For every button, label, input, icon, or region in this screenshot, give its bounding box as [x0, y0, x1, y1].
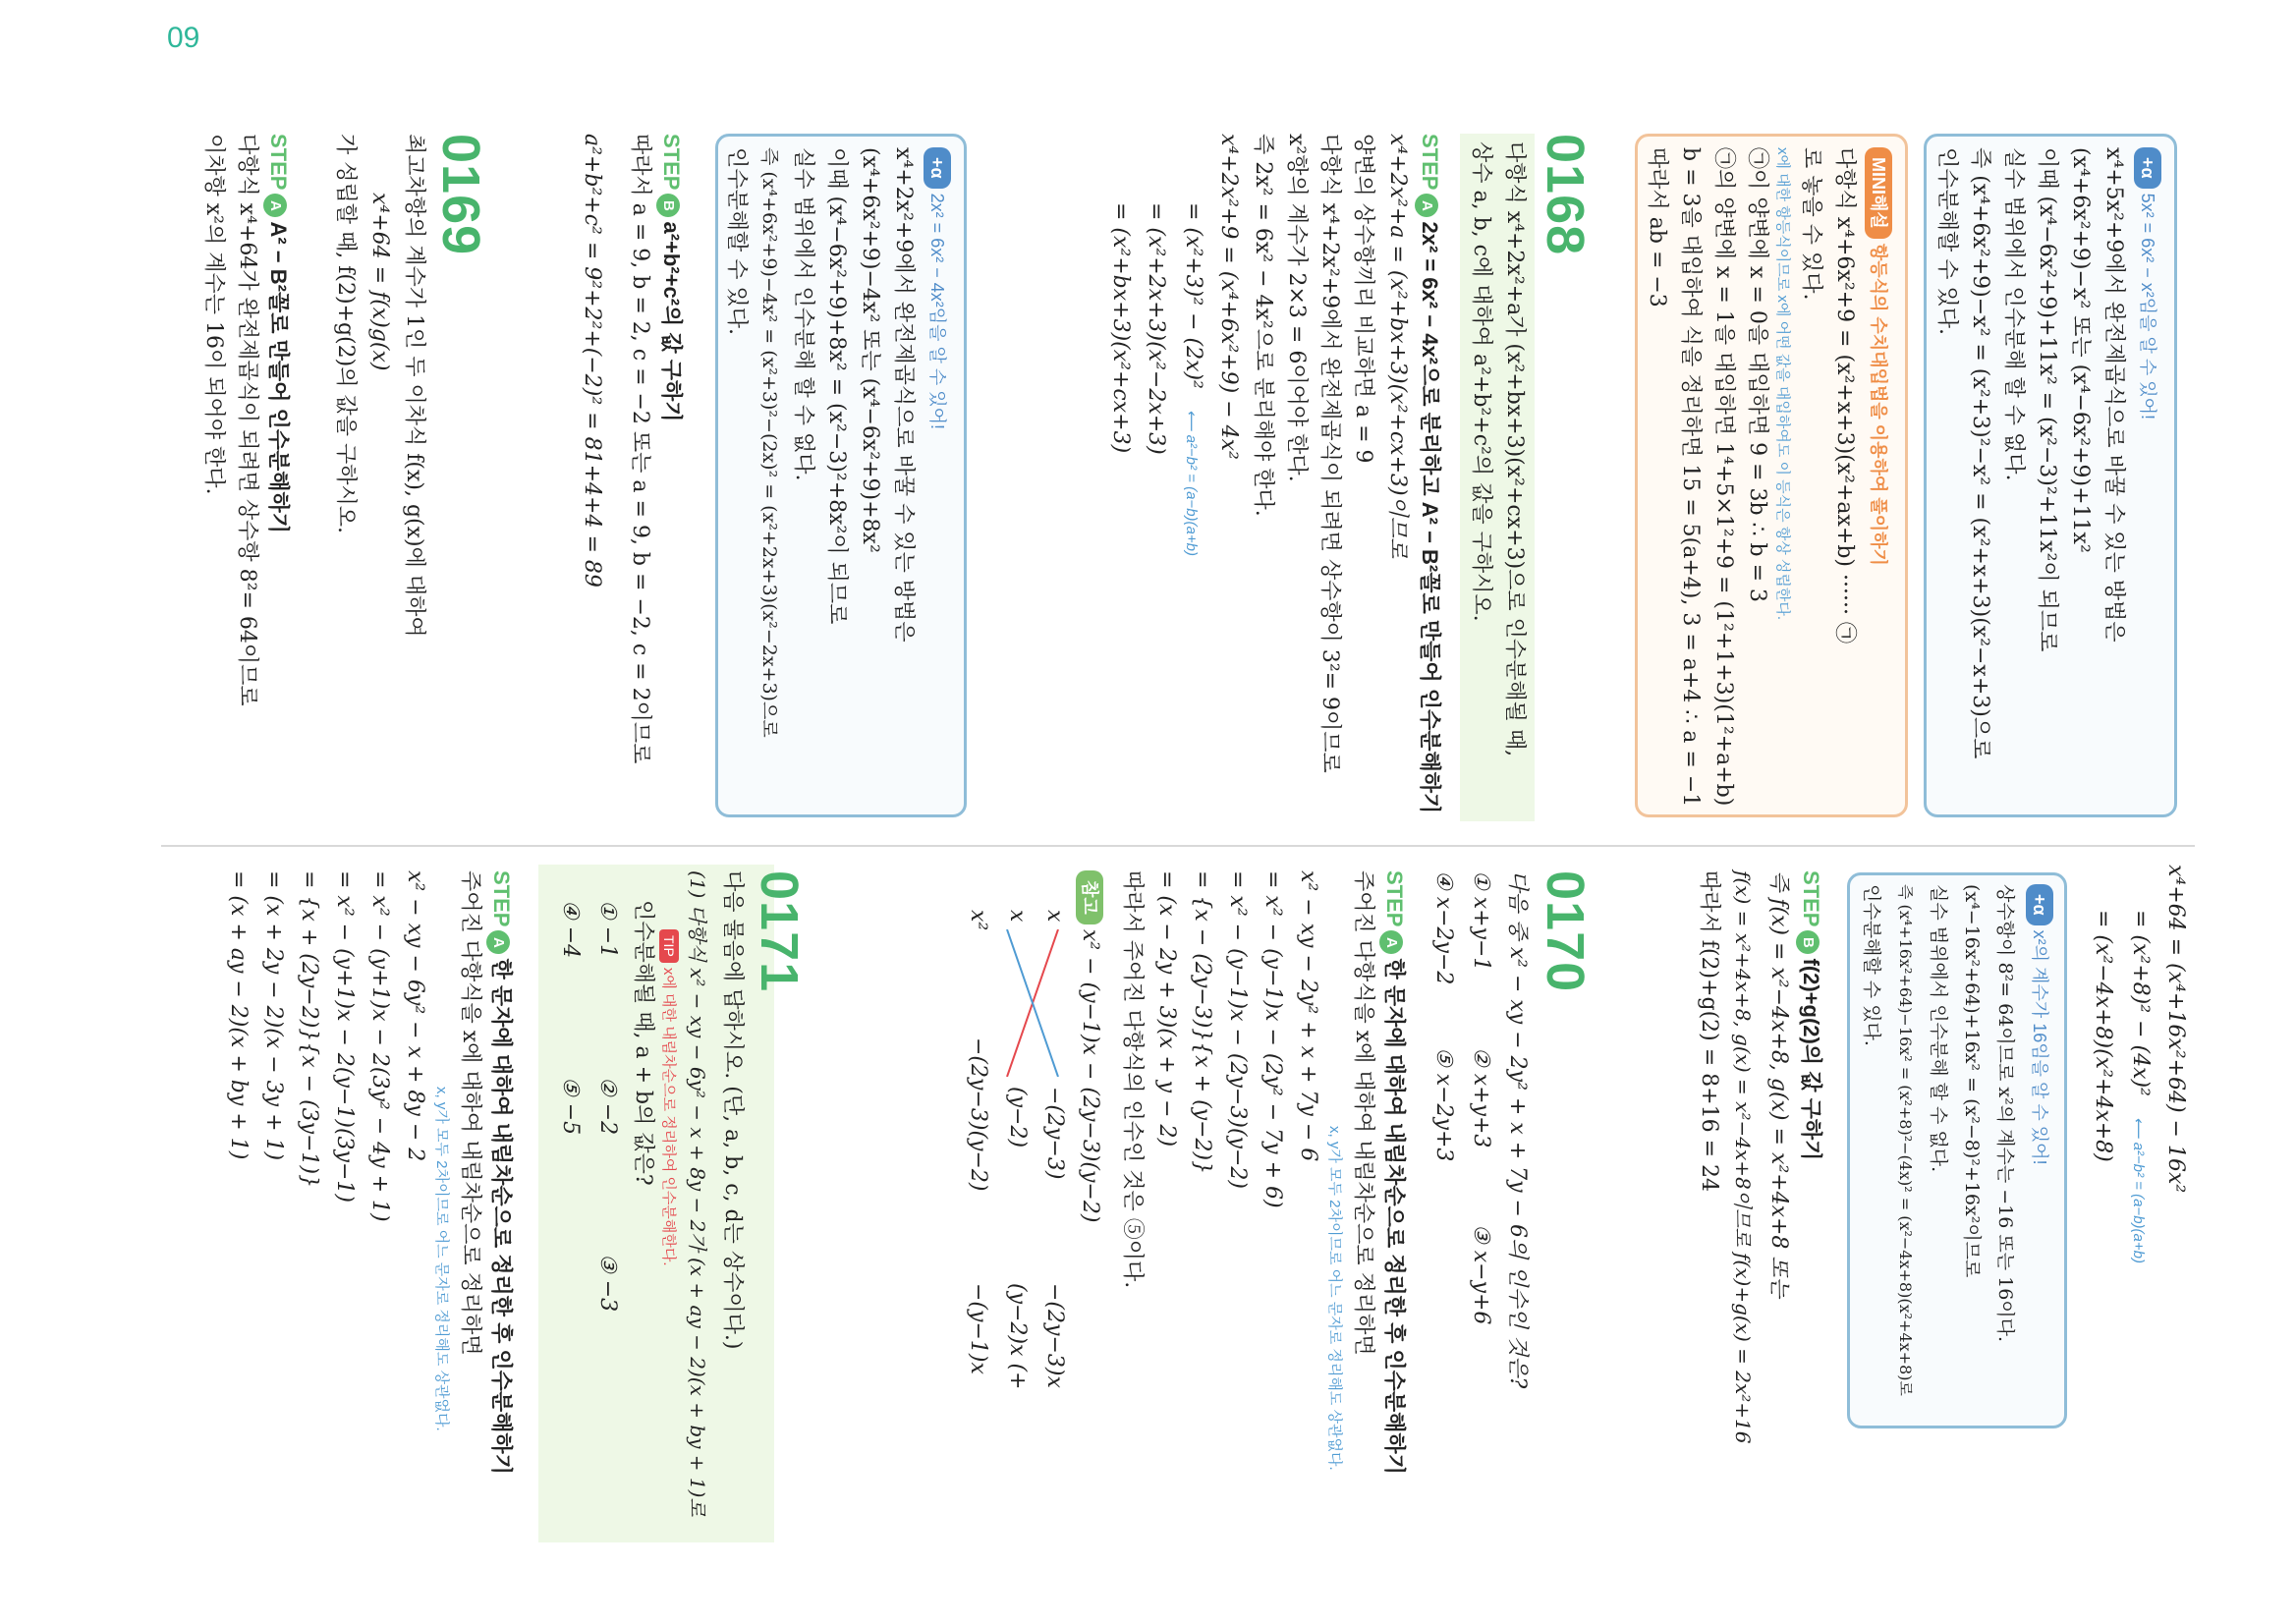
choice-4[interactable]: ④ −4 — [558, 900, 583, 959]
choice-1[interactable]: ① −1 — [595, 900, 620, 959]
solution-line: 다항식 x⁴+64가 완전제곱식이 되려면 상수항 8²= 64이므로 — [235, 134, 259, 706]
solution-line: = x² − (y+1)x − 2(y−1)(3y−1) — [332, 870, 357, 1203]
cross-lines — [1001, 929, 1066, 1077]
page-number: 09 — [167, 22, 200, 54]
alpha-badge: +α — [2026, 884, 2053, 925]
solution-line: 따라서 주어진 다항식의 인수인 것은 ⑤이다. — [1120, 870, 1145, 1289]
mini-note: x에 대한 항등식이므로 x에 어떤 값을 대입하여도 이 등식은 항상 성립한다. — [1774, 147, 1791, 621]
problem-number: 0168 — [1536, 134, 1595, 256]
solution-line: 따라서 f(2)+g(2) = 8+16 = 24 — [1697, 870, 1721, 1192]
alpha-line: (x⁴+6x²+9)−x² 또는 (x⁴−6x²+9)+11x² — [2068, 147, 2093, 553]
solution-line: = (x²+bx+3)(x²+cx+3) — [1108, 202, 1133, 454]
alpha-line: 이때 (x⁴−6x²+9)+8x² = (x²−3)²+8x²이 되므로 — [824, 147, 849, 625]
problem-0170 — [954, 870, 1596, 1597]
tip-text: x에 대한 내림차순으로 정리하여 인수분해한다. — [660, 967, 677, 1266]
alpha-line: 즉 (x⁴+6x²+9)−x² = (x²+3)²−x² = (x²+x+3)(x²−x+3)으로 — [1968, 147, 1992, 759]
solution-line: = (x + ay − 2)(x + by + 1) — [226, 870, 251, 1160]
alpha-line: (x⁴−16x²+64)+16x² = (x²−8)²+16x²이므로 — [1961, 884, 1983, 1278]
cross-sum-r: −(y−1)x — [966, 1283, 990, 1374]
problem-number: 0171 — [750, 870, 809, 993]
solution-line: = (x²+8)² − (4x)² ⟵ a²−b² = (a−b)(a+b) — [2128, 910, 2153, 1263]
alpha-line: 인수분해할 수 있다. — [1861, 884, 1882, 1046]
choice-2[interactable]: ② x+y+3 — [1469, 1047, 1493, 1148]
alpha-badge: +α — [924, 147, 951, 189]
solution-line: 주어진 다항식을 x에 대하여 내림차순으로 정리하면 — [1351, 870, 1375, 1356]
step-a-heading: STEPA2x² = 6x² − 4x²으로 분리하고 A² − B²꼴로 만들어 인수분해하기 — [1415, 134, 1446, 821]
step-b-0169 — [1692, 870, 1827, 1597]
mini-line: ㉠의 양변에 x = 1을 대입하면 1⁴+5×1²+9 = (1²+1+3)(1²+a+b) — [1711, 147, 1736, 807]
tip-badge: TIP — [659, 929, 679, 963]
solution-line: x⁴+2x²+9 = (x⁴+6x²+9) − 4x² — [1216, 134, 1241, 460]
step-a-heading: STEPA한 문자에 대하여 내림차순으로 정리한 후 인수분해하기 — [486, 870, 518, 1597]
alpha-box-2-content — [719, 147, 951, 796]
step-b-heading: STEPBa²+b²+c²의 값 구하기 — [656, 134, 688, 821]
problem-number: 0169 — [431, 134, 490, 256]
solution-line: = (x − 2y + 3)(x + y − 2) — [1154, 870, 1179, 1148]
choice-5[interactable]: ⑤ −5 — [558, 1077, 583, 1136]
problem-line: 상수 a, b, c에 대하여 a²+b²+c²의 값을 구하시오. — [1469, 141, 1493, 622]
mini-box-content — [1640, 147, 1892, 808]
problem-line: x⁴+64 = f(x)g(x) — [367, 193, 392, 371]
solution-line: 이차항 x²의 계수는 16이 되어야 한다. — [201, 134, 226, 495]
alpha-line: 실수 범위에서 인수분해 할 수 없다. — [1928, 884, 1949, 1173]
reference-expr: x² − (y−1)x − (2y−3)(y−2) — [1078, 928, 1102, 1223]
solution-note: x, y가 모두 2차이므로 어느 문자로 정리해도 상관없다. — [433, 1087, 450, 1431]
solution-line: x² − xy − 6y² − x + 8y − 2 — [403, 870, 427, 1162]
cross-br: (y−2) — [1005, 1087, 1030, 1148]
solution-line: 다항식 x⁴+2x²+9에서 완전제곱식이 되려면 상수항이 3²= 9이므로 — [1317, 134, 1342, 773]
alpha-line: 즉 (x⁴+6x²+9)−4x² = (x²+3)²−(2x)² = (x²+2x+3)(x²−2x+3)으로 — [758, 147, 780, 738]
problem-line: 가 성립할 때, f(2)+g(2)의 값을 구하시오. — [333, 134, 358, 533]
solution-note: x, y가 모두 2차이므로 어느 문자로 정리해도 상관없다. — [1326, 1126, 1343, 1471]
solution-0169-continued — [2085, 865, 2193, 1592]
choice-4[interactable]: ④ x−2y−2 — [1431, 870, 1456, 985]
alpha-box-title: x²의 계수가 16임을 알 수 있어! — [2030, 929, 2049, 1165]
mini-line: 따라서 ab = −3 — [1645, 147, 1669, 308]
solution-line: a²+b²+c² = 9²+2²+(−2)² = 81+4+4 = 89 — [580, 134, 604, 588]
solution-line: = (x²+2x+3)(x²−2x+3) — [1144, 202, 1168, 455]
choice-3[interactable]: ③ −3 — [595, 1254, 620, 1313]
mini-line: 다항식 x⁴+6x²+9 = (x²+x+3)(x²+ax+b) ······ ㉠ — [1832, 147, 1857, 644]
mini-badge: MINI해설 — [1865, 147, 1892, 239]
problem-line: 인수분해될 때, a + b의 값은? — [631, 900, 655, 1186]
choice-2[interactable]: ② −2 — [595, 1077, 620, 1136]
cross-sum-m: −(2y−3)(y−2) — [966, 1037, 990, 1192]
alpha-line: 즉 (x⁴+16x²+64)−16x² = (x²+8)²−(4x)² = (x²−4x+8)(x²+4x+8)로 — [1896, 884, 1915, 1396]
alpha-line: x⁴+5x²+9에서 완전제곱식으로 바꿀 수 있는 방법은 — [2101, 147, 2126, 643]
cross-tl: x — [1042, 910, 1067, 923]
cross-bl: x — [1005, 910, 1030, 923]
mini-line: ㉠이 양변에 x = 0을 대입하면 9 = 3b ∴ b = 3 — [1745, 147, 1769, 603]
page-divider — [161, 845, 2195, 847]
problem-line: 최고차항의 계수가 1인 두 이차식 f(x), g(x)에 대하여 — [402, 134, 426, 638]
solution-line: = (x²+3)² − (2x)² ⟵ a²−b² = (a−b)(a+b) — [1181, 202, 1205, 556]
alpha-box-3-content — [1855, 884, 2053, 1415]
step-a-heading: STEPAA² − B²꼴로 만들어 인수분해하기 — [263, 134, 295, 821]
step-b-heading: STEPBf(2)+g(2)의 값 구하기 — [1796, 870, 1827, 1597]
solution-line: 양변의 상수항끼리 비교하면 a = 9 — [1351, 134, 1375, 464]
problem-number: 0170 — [1536, 870, 1595, 993]
cross-tr2: −(2y−3)x — [1042, 1283, 1067, 1388]
choice-1[interactable]: ① x+y−1 — [1469, 870, 1493, 972]
alpha-line: 인수분해할 수 있다. — [1934, 147, 1959, 335]
cross-tr: −(2y−3) — [1042, 1087, 1067, 1180]
problem-statement — [1460, 134, 1535, 821]
reference-badge: 참고 — [1076, 870, 1103, 924]
alpha-line: 이때 (x⁴−6x²+9)+11x² = (x²−3)²+11x²이 되므로 — [2035, 147, 2059, 652]
cross-multiplication — [954, 910, 1072, 1597]
solution-line: 주어진 다항식을 x에 대하여 내림차순으로 정리하면 — [458, 870, 482, 1356]
problem-0169 — [196, 134, 491, 821]
problem-0171 — [220, 870, 810, 1597]
answer-choices — [1425, 870, 1499, 1597]
solution-line: = x² − (y−1)x − (2y² − 7y + 6) — [1260, 870, 1285, 1208]
solution-line: x⁴+64 = (x⁴+16x²+64) − 16x² — [2163, 865, 2188, 1194]
alpha-box-title: 2x² = 6x² − 4x²임을 알 수 있어! — [927, 193, 947, 430]
solution-line: = {x − (2y−3)}{x + (y−2)} — [1190, 870, 1214, 1175]
reference-line — [1072, 870, 1107, 1597]
alpha-box-title: 5x² = 6x² − x²임을 알 수 있어! — [2138, 193, 2157, 420]
alpha-badge: +α — [2134, 147, 2161, 189]
problem-line: 다음 중 x² − xy − 2y² + x + 7y − 6의 인수인 것은? — [1505, 870, 1530, 1389]
alpha-line: (x⁴+6x²+9)−4x² 또는 (x⁴−6x²+9)+8x² — [858, 147, 882, 553]
cross-sum-l: x² — [966, 910, 990, 931]
solution-line: = {x + (2y−2)}{x − (3y−1)} — [297, 870, 321, 1189]
choice-5[interactable]: ⑤ x−2y+3 — [1431, 1047, 1456, 1162]
answer-choices — [551, 870, 626, 1597]
solution-line: 즉 f(x) = x²−4x+8, g(x) = x²+4x+8 또는 — [1766, 870, 1791, 1298]
solution-line: = (x²−4x+8)(x²+4x+8) — [2091, 910, 2115, 1162]
alpha-box-1-content — [1930, 147, 2161, 796]
solution-line: 즉 2x² = 6x² − 4x²으로 분리해야 한다. — [1251, 134, 1275, 517]
alpha-line: 실수 범위에서 인수분해 할 수 없다. — [791, 147, 815, 481]
problem-line: (1) 다항식 x² − xy − 6y² − x + 8y − 2가 (x + ay − 2)(x + by + 1)로 — [686, 870, 709, 1517]
problem-line: 다항식 x⁴+2x²+a가 (x²+bx+3)(x²+cx+3)으로 인수분해될 때, — [1502, 141, 1527, 757]
solution-line: = x² − (y−1)x − (2y−3)(y−2) — [1225, 870, 1250, 1189]
mini-line: b = 3을 대입하여 식을 정리하면 15 = 5(a+4), 3 = a+4 ∴ a = −1 — [1678, 147, 1703, 808]
step-b-0168 — [574, 134, 688, 821]
alpha-line: 인수분해할 수 있다. — [724, 147, 749, 335]
choice-3[interactable]: ③ x−y+6 — [1469, 1224, 1493, 1325]
alpha-line: 상수항이 8²= 64이므로 x²의 계수는 −16 또는 16이다. — [1994, 884, 2016, 1343]
alpha-line: x⁴+2x²+9에서 완전제곱식으로 바꿀 수 있는 방법은 — [891, 147, 916, 643]
solution-line: x²항의 계수가 2×3 = 6이어야 한다. — [1284, 134, 1309, 482]
solution-line: x⁴+2x²+a = (x²+bx+3)(x²+cx+3)이므로 — [1385, 134, 1410, 559]
mini-title: 항등식의 수치대입법을 이용하여 풀이하기 — [1869, 243, 1888, 566]
solution-line: x² − xy − 2y² + x + 7y − 6 — [1296, 870, 1320, 1162]
problem-0168 — [1102, 134, 1596, 821]
solution-line: = x² − (y+1)x − 2(3y² − 4y + 1) — [367, 870, 392, 1222]
tip-line — [659, 870, 680, 1597]
alpha-line: 실수 범위에서 인수분해 할 수 없다. — [2001, 147, 2026, 481]
solution-line: 따라서 a = 9, b = 2, c = −2 또는 a = 9, b = −2, c = 2이므로 — [628, 134, 652, 764]
problem-line: 다음 물음에 답하시오. (단, a, b, c, d는 상수이다.) — [720, 870, 745, 1350]
solution-line: = (x + 2y − 2)(x − 3y + 1) — [261, 870, 286, 1161]
step-a-heading: STEPA한 문자에 대하여 내림차순으로 정리한 후 인수분해하기 — [1379, 870, 1411, 1597]
solution-line: f(x) = x²+4x+8, g(x) = x²−4x+8이므로 f(x)+g(x) = 2x²+16 — [1731, 870, 1755, 1444]
mini-line: 로 놓을 수 있다. — [1799, 147, 1823, 301]
cross-br2: (y−2)x (+ — [1005, 1283, 1030, 1390]
